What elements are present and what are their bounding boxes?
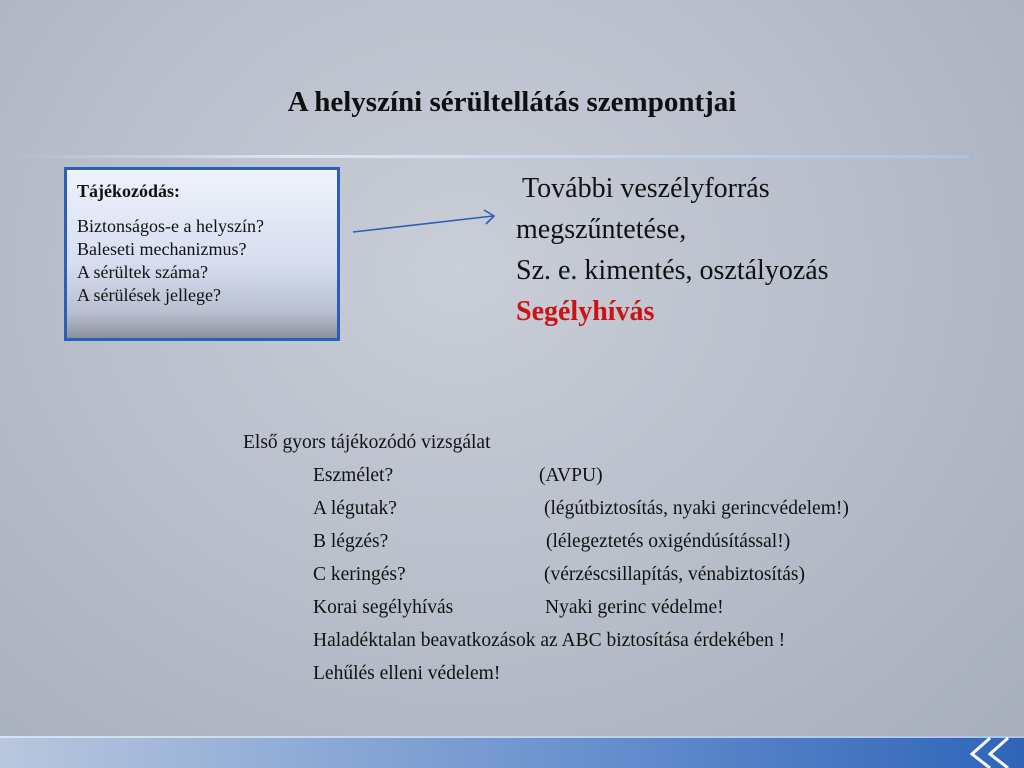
exam-item: A légutak?: [313, 498, 397, 519]
title-divider: [0, 148, 1024, 168]
exam-item: Eszmélet?: [313, 465, 394, 486]
exam-row: [313, 624, 786, 657]
action-line: megszűntetése,: [516, 214, 687, 245]
exam-note: Nyaki gerinc védelme!: [545, 597, 724, 618]
exam-item: Haladéktalan beavatkozások az ABC biztosítása érdekében !: [313, 630, 786, 651]
exam-note: (AVPU): [539, 465, 603, 486]
exam-row: [313, 492, 849, 525]
slide-title: A helyszíni sérültellátás szempontjai: [287, 86, 737, 118]
exam-row: [313, 558, 805, 591]
orientation-question: A sérülések jellege?: [77, 285, 221, 305]
orientation-heading: Tájékozódás:: [77, 181, 180, 201]
emergency-call-label: Segélyhívás: [516, 296, 655, 327]
exam-item: B légzés?: [313, 531, 389, 552]
exam-note: (vérzéscsillapítás, vénabiztosítás): [544, 564, 805, 585]
exam-item: Lehűlés elleni védelem!: [313, 663, 501, 684]
exam-row: [313, 591, 724, 624]
first-examination: [243, 426, 849, 690]
orientation-question: Baleseti mechanizmus?: [77, 239, 247, 259]
arrow-icon: [350, 205, 500, 240]
exam-title: Első gyors tájékozódó vizsgálat: [243, 432, 491, 453]
exam-row: [313, 525, 791, 558]
action-line: További veszélyforrás: [522, 173, 770, 204]
exam-item: Korai segélyhívás: [313, 597, 454, 618]
exam-note: (légútbiztosítás, nyaki gerincvédelem!): [544, 498, 849, 519]
orientation-question: Biztonságos-e a helyszín?: [77, 216, 264, 236]
action-list: [516, 168, 829, 332]
action-line: Sz. e. kimentés, osztályozás: [516, 255, 829, 286]
exam-item: C keringés?: [313, 564, 406, 585]
footer-band: [0, 732, 1024, 768]
exam-row: [313, 459, 603, 492]
exam-row: [313, 657, 560, 690]
orientation-box: [64, 167, 340, 341]
orientation-question: A sérültek száma?: [77, 262, 208, 282]
exam-note: (lélegeztetés oxigéndúsítással!): [546, 531, 791, 552]
